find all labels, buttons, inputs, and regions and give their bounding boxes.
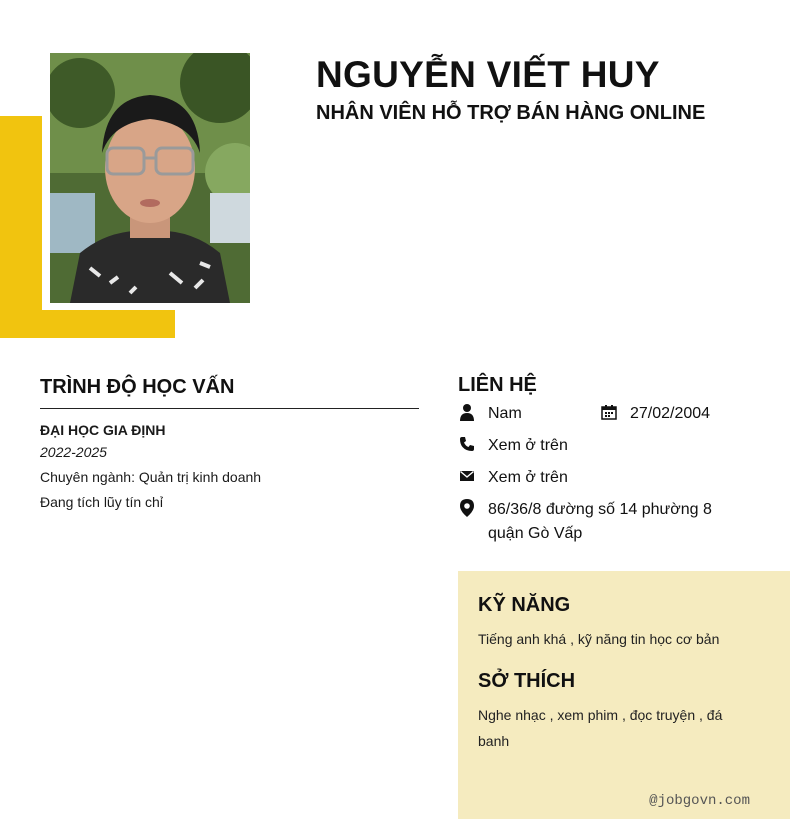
profile-photo-illustration (50, 53, 250, 303)
contact-birthdate (600, 402, 710, 426)
hobbies-text-line-2: banh (478, 733, 510, 749)
candidate-name: NGUYỄN VIẾT HUY (316, 54, 660, 95)
education-years: 2022-2025 (40, 444, 107, 460)
email-value: Xem ở trên (488, 469, 568, 486)
skills-text: Tiếng anh khá , kỹ năng tin học cơ bản (478, 631, 720, 647)
job-title: NHÂN VIÊN HỖ TRỢ BÁN HÀNG ONLINE (316, 102, 706, 124)
contact-address (458, 498, 712, 546)
skills-hobbies-box (458, 571, 790, 819)
hobbies-heading: SỞ THÍCH (478, 670, 576, 692)
education-status: Đang tích lũy tín chỉ (40, 494, 163, 510)
skills-heading: KỸ NĂNG (478, 594, 571, 616)
hobbies-text-line-1: Nghe nhạc , xem phim , đọc truyện , đá (478, 707, 723, 723)
phone-icon (458, 434, 476, 454)
contact-email (458, 466, 568, 490)
contact-gender (458, 402, 522, 426)
calendar-icon (600, 402, 618, 422)
address-line-2: quận Gò Vấp (488, 525, 583, 542)
education-major: Chuyên ngành: Quản trị kinh doanh (40, 469, 262, 485)
education-heading: TRÌNH ĐỘ HỌC VẤN (40, 376, 419, 409)
mail-icon (458, 466, 476, 486)
phone-value: Xem ở trên (488, 437, 568, 454)
education-school: ĐẠI HỌC GIA ĐỊNH (40, 422, 166, 438)
contact-heading: LIÊN HỆ (458, 374, 537, 396)
person-icon (458, 402, 476, 422)
contact-section (458, 374, 758, 542)
birthdate-value: 27/02/2004 (630, 405, 711, 422)
education-section (40, 376, 419, 510)
profile-photo (50, 53, 250, 303)
gender-value: Nam (488, 405, 522, 422)
location-pin-icon (458, 498, 476, 518)
contact-phone (458, 434, 568, 458)
watermark: @jobgovn.com (649, 793, 750, 809)
address-line-1: 86/36/8 đường số 14 phường 8 (488, 501, 712, 518)
